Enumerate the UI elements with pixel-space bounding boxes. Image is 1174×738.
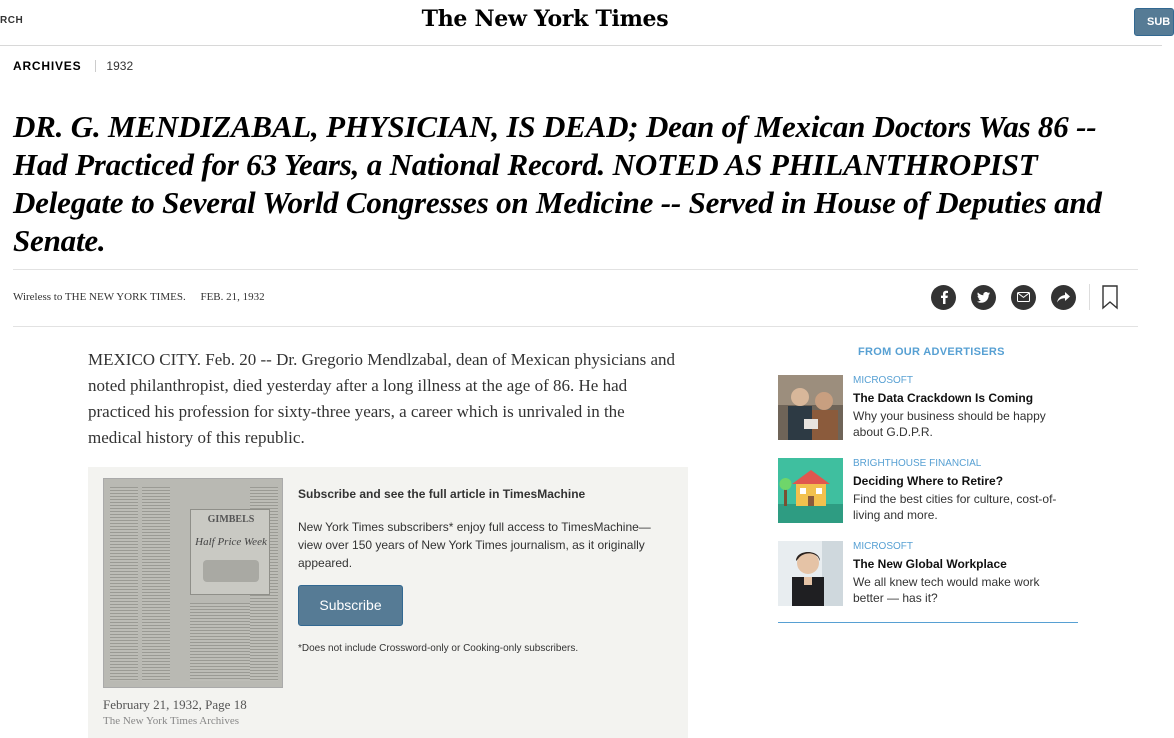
thumbnail-ad: [190, 509, 270, 595]
ad-item[interactable]: [778, 458, 1078, 528]
subscribe-button[interactable]: Subscribe: [298, 585, 403, 626]
advertisers-divider: [778, 622, 1078, 623]
subscription-note: *Does not include Crossword-only or Cooking-only subscribers.: [298, 643, 579, 654]
archive-caption: February 21, 1932, Page 18: [103, 697, 247, 712]
timesmachine-description: New York Times subscribers* enjoy full access to TimesMachine—view over 150 years of New York Times journalism, as it originally appeared.: [298, 520, 651, 570]
timesmachine-promo: [88, 467, 688, 738]
thumbnail-ad-script: Half Price Week: [195, 536, 267, 548]
archives-link[interactable]: ARCHIVES: [13, 59, 82, 73]
email-icon[interactable]: [1011, 285, 1036, 310]
article-body: MEXICO CITY. Feb. 20 -- Dr. Gregorio Mendlzabal, dean of Mexican physicians and noted philanthropist, died yesterday after a long illness at the age of 86. He had practiced his profession for sixty-three years, a career which is unrivaled in the medical history of this republic.: [88, 350, 675, 447]
ad-title[interactable]: Deciding Where to Retire?: [853, 474, 1004, 488]
top-bar: [0, 0, 1171, 46]
byline: [13, 291, 265, 303]
byline-source: Wireless to THE NEW YORK TIMES.: [13, 291, 186, 303]
ad-thumbnail-house[interactable]: [778, 458, 843, 523]
ad-description: Why your business should be happy about G.D.P.R.: [853, 409, 1046, 439]
byline-date: FEB. 21, 1932: [200, 291, 265, 303]
share-divider: [1089, 284, 1090, 310]
ad-description: Find the best cities for culture, cost-of-living and more.: [853, 492, 1057, 522]
search-button[interactable]: RCH: [0, 15, 24, 26]
sofa-illustration: [203, 560, 259, 582]
share-icon[interactable]: [1051, 285, 1076, 310]
article-headline: DR. G. MENDIZABAL, PHYSICIAN, IS DEAD; Dean of Mexican Doctors Was 86 -- Had Practiced for 63 Years, a National Record. NOTED AS PHILANTHROPIST Delegate to Several World Congresses on Medicine -- Served in House of Deputies and Senate.: [13, 109, 1102, 258]
advertisers-heading: FROM OUR ADVERTISERS: [858, 346, 1005, 358]
breadcrumb: [13, 59, 133, 73]
twitter-icon[interactable]: [971, 285, 996, 310]
thumbnail-ad-title: GIMBELS: [207, 514, 255, 525]
share-toolbar: [931, 284, 1118, 310]
archive-credit: The New York Times Archives: [103, 715, 239, 727]
divider: [13, 269, 1138, 270]
ad-item[interactable]: [778, 375, 1078, 445]
archive-page-thumbnail[interactable]: [103, 478, 283, 688]
ad-sponsor: MICROSOFT: [853, 375, 913, 386]
ad-item[interactable]: [778, 541, 1078, 611]
ad-title[interactable]: The New Global Workplace: [853, 557, 1007, 571]
facebook-icon[interactable]: [931, 285, 956, 310]
ad-title[interactable]: The Data Crackdown Is Coming: [853, 391, 1034, 405]
ad-sponsor: BRIGHTHOUSE FINANCIAL: [853, 458, 982, 469]
bookmark-icon[interactable]: [1102, 285, 1118, 309]
ad-thumbnail-people[interactable]: [778, 375, 843, 440]
subscribe-button-top[interactable]: SUB: [1134, 8, 1174, 36]
breadcrumb-divider: [95, 60, 96, 72]
ad-description: We all knew tech would make work better — has it?: [853, 575, 1040, 605]
divider: [13, 326, 1138, 327]
ad-sponsor: MICROSOFT: [853, 541, 913, 552]
nyt-logo[interactable]: The New York Times: [421, 6, 669, 32]
timesmachine-title: Subscribe and see the full article in TimesMachine: [298, 487, 586, 501]
year-label: 1932: [106, 59, 134, 73]
ad-thumbnail-portrait[interactable]: [778, 541, 843, 606]
